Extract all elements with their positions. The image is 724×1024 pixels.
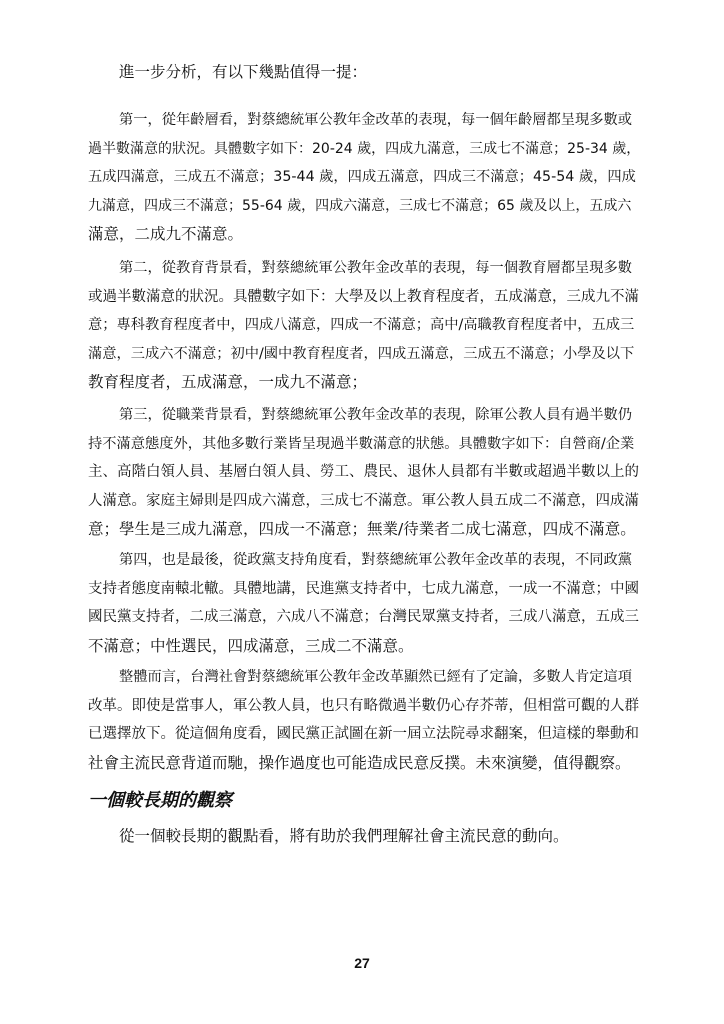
paragraph-line: 滿意，三成六不滿意；初中/國中教育程度者，四成五滿意，三成五不滿意；小學及以下 — [88, 345, 635, 362]
paragraph-line: 第二，從教育背景看，對蔡總統軍公教年金改革的表現，每一個教育層都呈現多數 — [119, 260, 633, 276]
paragraph-line: 持不滿意態度外，其他多數行業皆呈現過半數滿意的狀態。具體數字如下：自營商/企業 — [88, 435, 635, 452]
intro-paragraph — [88, 58, 640, 87]
paragraph-conclusion — [88, 663, 640, 777]
paragraph-line: 社會主流民意背道而馳，操作過度也可能造成民意反撲。未來演變，值得觀察。 — [88, 753, 631, 772]
intro-text: 進一步分析，有以下幾點值得一提： — [119, 63, 368, 81]
paragraph-line: 意；學生是三成九滿意，四成一不滿意；無業/待業者二成七滿意，四成不滿意。 — [88, 520, 636, 538]
paragraph-line: 支持者態度南轅北轍。具體地講，民進黨支持者中，七成九滿意，一成一不滿意；中國 — [88, 580, 639, 597]
paragraph-line: 第一，從年齡層看，對蔡總統軍公教年金改革的表現，每一個年齡層都呈現多數或 — [119, 112, 633, 128]
section-heading: 一個較長期的觀察 — [88, 790, 232, 811]
page-number: 27 — [354, 955, 370, 971]
paragraph-line: 國民黨支持者，二成三滿意，六成八不滿意；台灣民眾黨支持者，三成八滿意，五成三 — [88, 609, 639, 625]
paragraph-line: 改革。即使是當事人，軍公教人員，也只有略微過半數仍心存芥蒂，但相當可觀的人群 — [88, 697, 639, 714]
section-paragraph — [88, 822, 640, 851]
paragraph-line: 不滿意；中性選民，四成滿意，三成二不滿意。 — [88, 636, 414, 655]
paragraph-line: 五成四滿意，三成五不滿意；35-44 歲，四成五滿意，四成三不滿意；45-54 歲，四成 — [88, 169, 636, 185]
paragraph-line: 滿意，二成九不滿意。 — [88, 225, 244, 243]
paragraph-line: 或過半數滿意的狀況。具體數字如下：大學及以上教育程度者，五成滿意，三成九不滿 — [88, 288, 639, 305]
section-text: 從一個較長期的觀點看，將有助於我們理解社會主流民意的動向。 — [119, 827, 569, 845]
paragraph-line: 整體而言，台灣社會對蔡總統軍公教年金改革顯然已經有了定論，多數人肯定這項 — [119, 669, 633, 685]
paragraph-line: 過半數滿意的狀況。具體數字如下：20-24 歲，四成九滿意，三成七不滿意；25-34 歲， — [88, 140, 641, 157]
paragraph-line: 教育程度者，五成滿意，一成九不滿意； — [88, 373, 368, 391]
paragraph-line: 意；專科教育程度者中，四成八滿意，四成一不滿意；高中/高職教育程度者中，五成三 — [88, 317, 635, 333]
paragraph-line: 主、高階白領人員、基層白領人員、勞工、農民、退休人員都有半數或超過半數以上的 — [88, 464, 639, 480]
paragraph-line: 人滿意。家庭主婦則是四成六滿意，三成七不滿意。軍公教人員五成二不滿意，四成滿 — [88, 492, 639, 509]
paragraph-line: 已選擇放下。從這個角度看，國民黨正試圖在新一屆立法院尋求翻案，但這樣的舉動和 — [88, 726, 639, 742]
paragraph-occupation — [88, 401, 640, 544]
paragraph-education — [88, 254, 640, 397]
paragraph-line: 九滿意，四成三不滿意；55-64 歲，四成六滿意，三成七不滿意；65 歲及以上，五成六 — [88, 197, 632, 214]
paragraph-line: 第四，也是最後，從政黨支持角度看，對蔡總統軍公教年金改革的表現，不同政黨 — [119, 552, 633, 568]
paragraph-line: 第三，從職業背景看，對蔡總統軍公教年金改革的表現，除軍公教人員有過半數仍 — [119, 407, 633, 423]
paragraph-age — [88, 106, 640, 249]
paragraph-party — [88, 546, 640, 660]
